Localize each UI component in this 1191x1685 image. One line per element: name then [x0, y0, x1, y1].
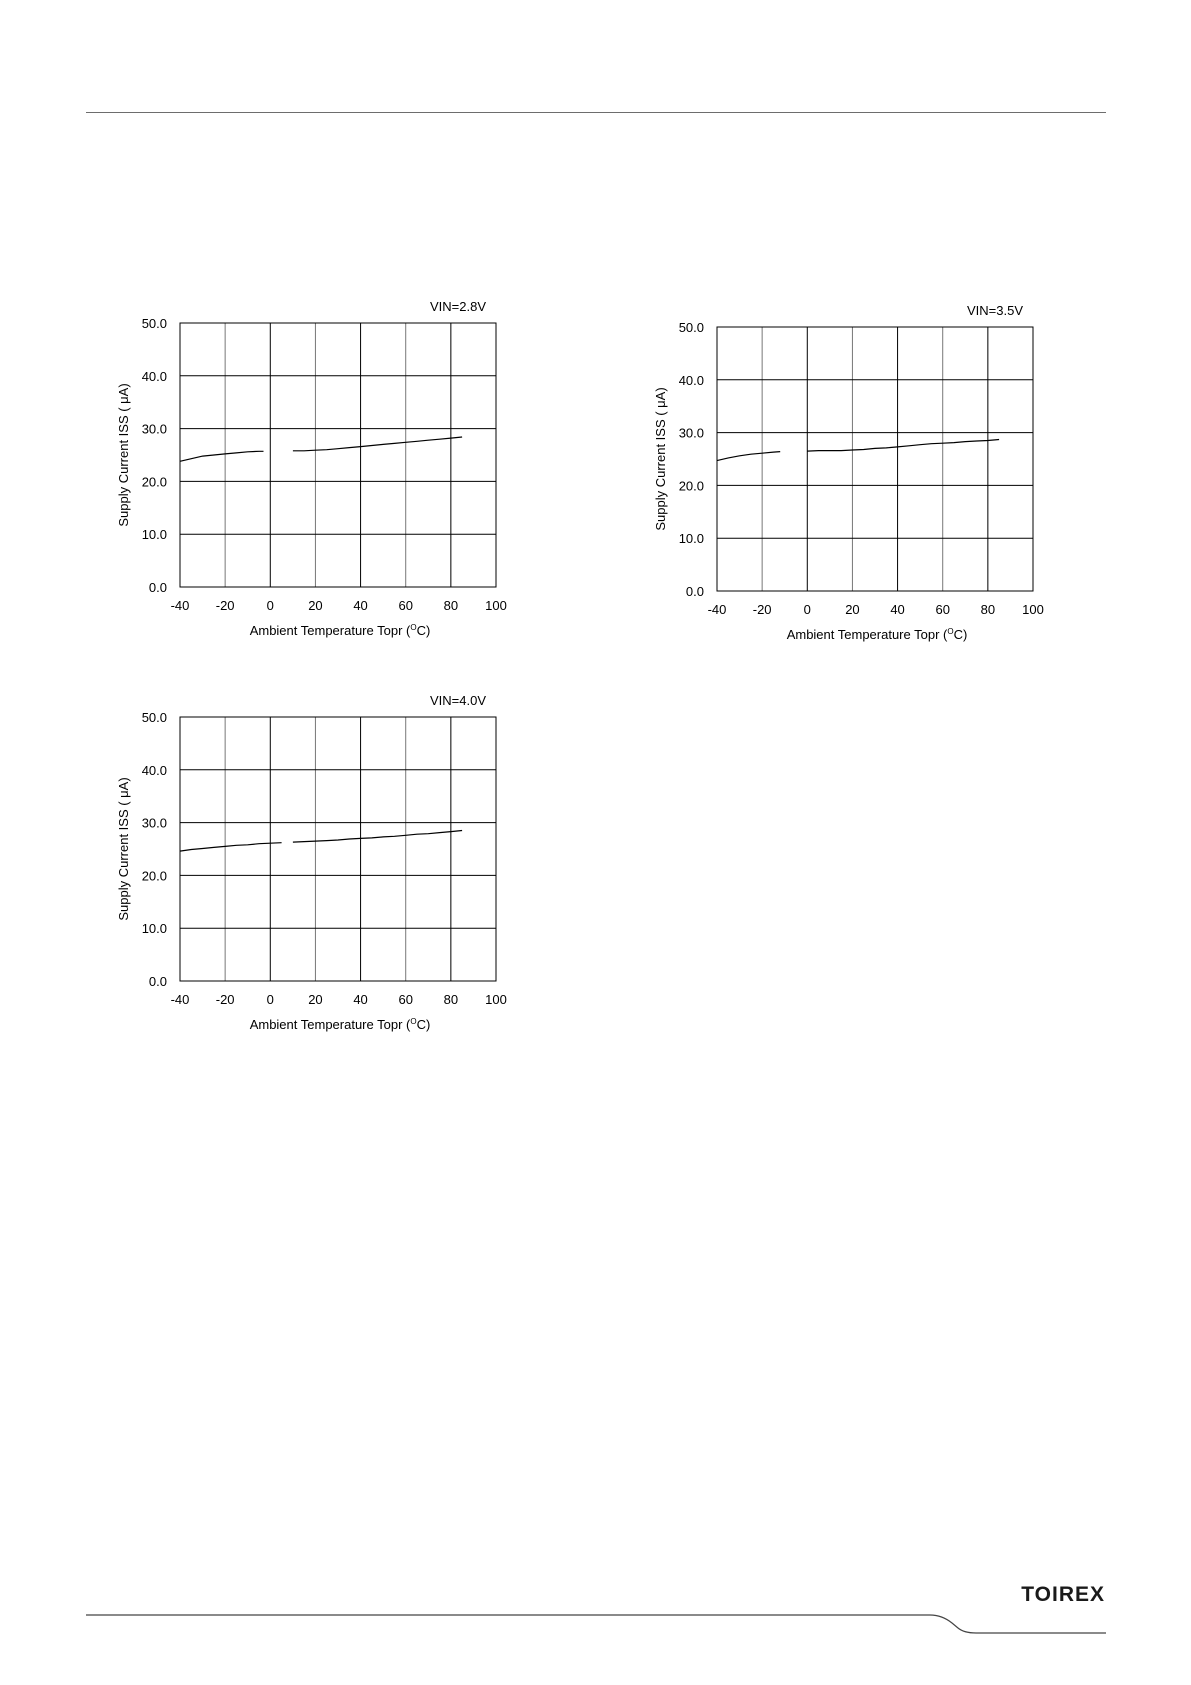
plot-frame — [717, 327, 1033, 591]
y-tick-label: 10.0 — [141, 527, 167, 543]
series-line-iss — [293, 437, 462, 451]
x-tick-label: -40 — [707, 602, 727, 617]
y-tick-label: 40.0 — [141, 368, 167, 384]
chart-vin-3-5v — [647, 294, 1067, 654]
x-tick-label: 0 — [266, 992, 274, 1007]
y-tick-label: 0.0 — [148, 974, 167, 989]
x-tick-label: 60 — [398, 992, 413, 1007]
series-line-iss — [717, 452, 780, 461]
plot-frame — [180, 717, 496, 981]
x-tick-label: 20 — [308, 598, 323, 613]
x-axis-label-text: Ambient Temperature Topr ( — [786, 627, 948, 642]
x-axis-label — [250, 1017, 431, 1032]
x-axis-label-unit: C) — [416, 623, 431, 638]
y-tick-label: 40.0 — [141, 762, 167, 778]
brand-logo: TOIREX — [1021, 1583, 1105, 1606]
x-tick-label: 80 — [443, 992, 459, 1007]
x-tick-label: 60 — [398, 598, 413, 613]
x-tick-label: 20 — [308, 992, 323, 1007]
chart-vin-2-8v — [110, 290, 530, 650]
x-tick-label: -40 — [170, 992, 190, 1007]
y-tick-label: 50.0 — [678, 320, 704, 335]
condition-label: VIN=2.8V — [429, 299, 486, 314]
chart-vin-4-0v — [110, 684, 530, 1044]
y-tick-label: 30.0 — [141, 815, 167, 831]
y-tick-label: 50.0 — [141, 710, 167, 725]
y-tick-label: 30.0 — [141, 421, 167, 437]
x-tick-label: -20 — [752, 602, 772, 617]
y-tick-label: 10.0 — [141, 921, 167, 937]
y-tick-label: 20.0 — [141, 868, 167, 884]
x-tick-label: 80 — [443, 598, 459, 613]
x-axis-label — [250, 623, 431, 638]
condition-label: VIN=4.0V — [429, 693, 486, 708]
x-tick-label: 20 — [845, 602, 860, 617]
x-tick-label: -40 — [170, 598, 190, 613]
y-axis-label: Supply Current ISS ( μA) — [653, 387, 668, 531]
x-tick-label: 40 — [353, 598, 368, 613]
series-line-iss — [180, 843, 282, 851]
y-tick-label: 20.0 — [141, 474, 167, 490]
y-tick-label: 0.0 — [148, 580, 167, 595]
x-axis-label-degree: O — [410, 1017, 417, 1026]
x-axis-label-text: Ambient Temperature Topr ( — [249, 623, 411, 638]
series-line-iss — [807, 440, 999, 452]
y-tick-label: 20.0 — [678, 478, 704, 494]
y-tick-label: 50.0 — [141, 316, 167, 331]
x-tick-label: 40 — [353, 992, 368, 1007]
x-tick-label: 40 — [890, 602, 905, 617]
x-tick-label: 60 — [935, 602, 950, 617]
footer-rule — [0, 1600, 1191, 1640]
x-tick-label: 100 — [485, 992, 507, 1007]
series-line-iss — [293, 831, 462, 843]
y-tick-label: 10.0 — [678, 531, 704, 547]
x-tick-label: -20 — [215, 598, 235, 613]
x-tick-label: 100 — [1022, 602, 1044, 617]
header-rule — [86, 112, 1106, 113]
y-tick-label: 0.0 — [685, 584, 704, 599]
x-axis-label-degree: O — [947, 627, 954, 636]
x-axis-label-text: Ambient Temperature Topr ( — [249, 1017, 411, 1032]
x-tick-label: 0 — [803, 602, 811, 617]
x-axis-label — [787, 627, 968, 642]
x-tick-label: 80 — [980, 602, 996, 617]
plot-frame — [180, 323, 496, 587]
y-tick-label: 30.0 — [678, 425, 704, 441]
x-axis-label-degree: O — [410, 623, 417, 632]
x-tick-label: -20 — [215, 992, 235, 1007]
x-axis-label-unit: C) — [416, 1017, 431, 1032]
x-axis-label-unit: C) — [953, 627, 968, 642]
x-tick-label: 100 — [485, 598, 507, 613]
y-tick-label: 40.0 — [678, 372, 704, 388]
y-axis-label: Supply Current ISS ( μA) — [116, 777, 131, 921]
condition-label: VIN=3.5V — [966, 303, 1023, 318]
y-axis-label: Supply Current ISS ( μA) — [116, 383, 131, 527]
x-tick-label: 0 — [266, 598, 274, 613]
series-line-iss — [180, 451, 264, 461]
